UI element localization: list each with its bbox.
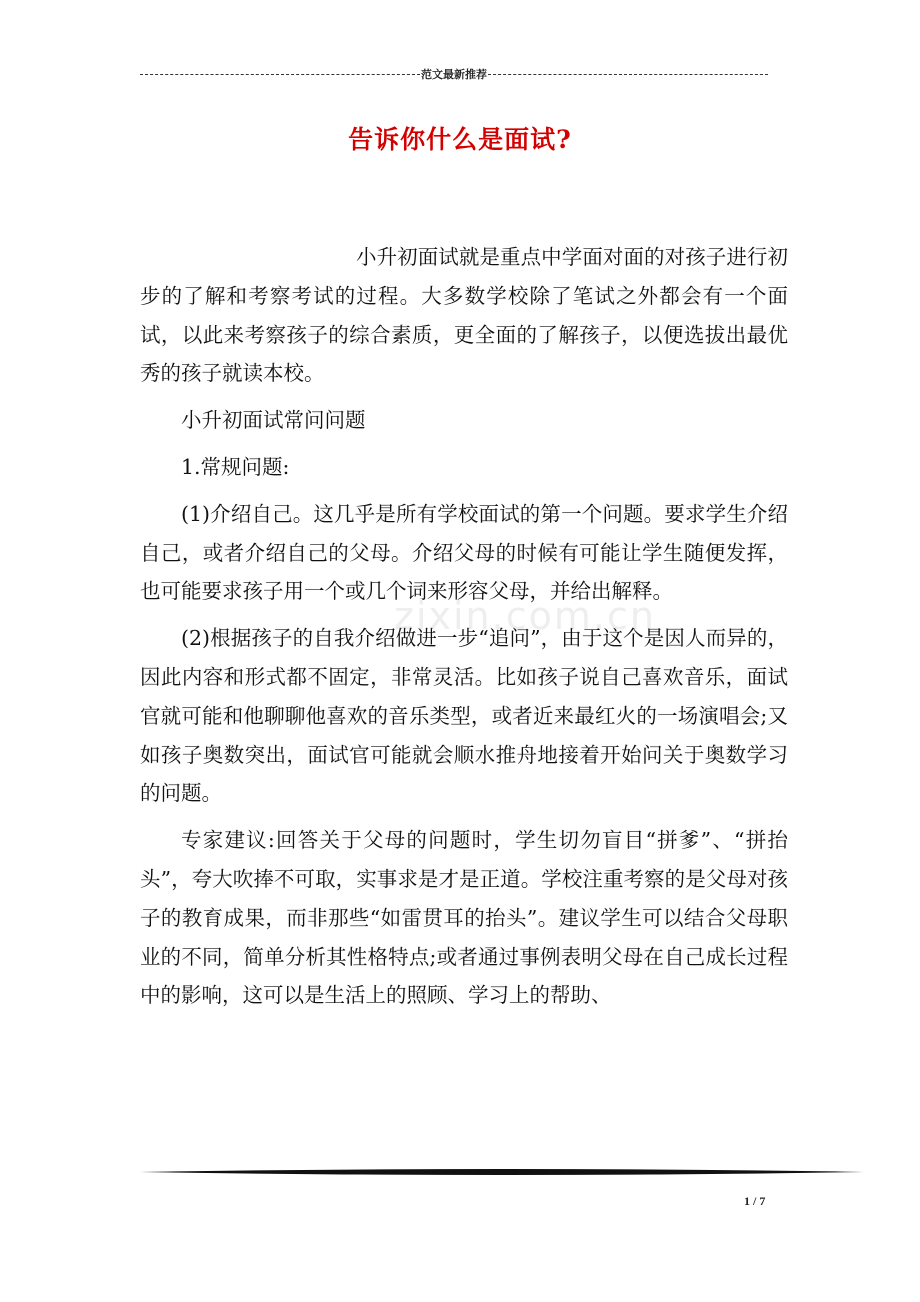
paragraph-expert-advice: 专家建议:回答关于父母的问题时，学生切勿盲目“拼爹”、“拼抬头”，夸大吹捧不可取，实事求是才是正道。学校注重考察的是父母对孩子的教育成果，而非那些“如雷贯耳的抬头”。建议学生可以结合父母职业的不同，简单分析其性格特点;或者通过事例表明父母在自己成长过程中的影响，这可以是生活上的照顾、学习上的帮助、 (140, 828, 788, 1008)
document-title: 告诉你什么是面试? (348, 125, 572, 154)
header-banner-text: 范文最新推荐 (421, 68, 487, 81)
paragraph-item-2: (2)根据孩子的自我介绍做进一步“追问”，由于这个是因人而异的，因此内容和形式都不固定，非常灵活。比如孩子说自己喜欢音乐，面试官就可能和他聊聊他喜欢的音乐类型，或者近来最红火的一场演唱会;又如孩子奥数突出，面试官可能就会顺水推舟地接着开始问关于奥数学习的问题。 (140, 626, 788, 806)
header-dashes-right (488, 74, 768, 75)
footer-divider (140, 1166, 864, 1178)
paragraph-intro: 小升初面试就是重点中学面对面的对孩子进行初步的了解和考察考试的过程。大多数学校除了笔试之外都会有一个面试，以此来考察孩子的综合素质，更全面的了解孩子，以便选拔出最优秀的孩子就读本校。 (140, 245, 788, 386)
page-number: 1 / 7 (744, 1194, 766, 1208)
watermark: zixin.com.cn (394, 594, 656, 638)
document-body (140, 238, 788, 1023)
header-dashes-left (140, 74, 420, 75)
paragraph-section-heading: 小升初面试常问问题 (181, 408, 366, 433)
paragraph-item-1: (1)介绍自己。这几乎是所有学校面试的第一个问题。要求学生介绍自己，或者介绍自己的父母。介绍父母的时候有可能让学生随便发挥，也可能要求孩子用一个或几个词来形容父母，并给出解释。 (140, 501, 788, 604)
paragraph-subheading: 1.常规问题: (181, 454, 290, 479)
header-banner (140, 66, 768, 82)
